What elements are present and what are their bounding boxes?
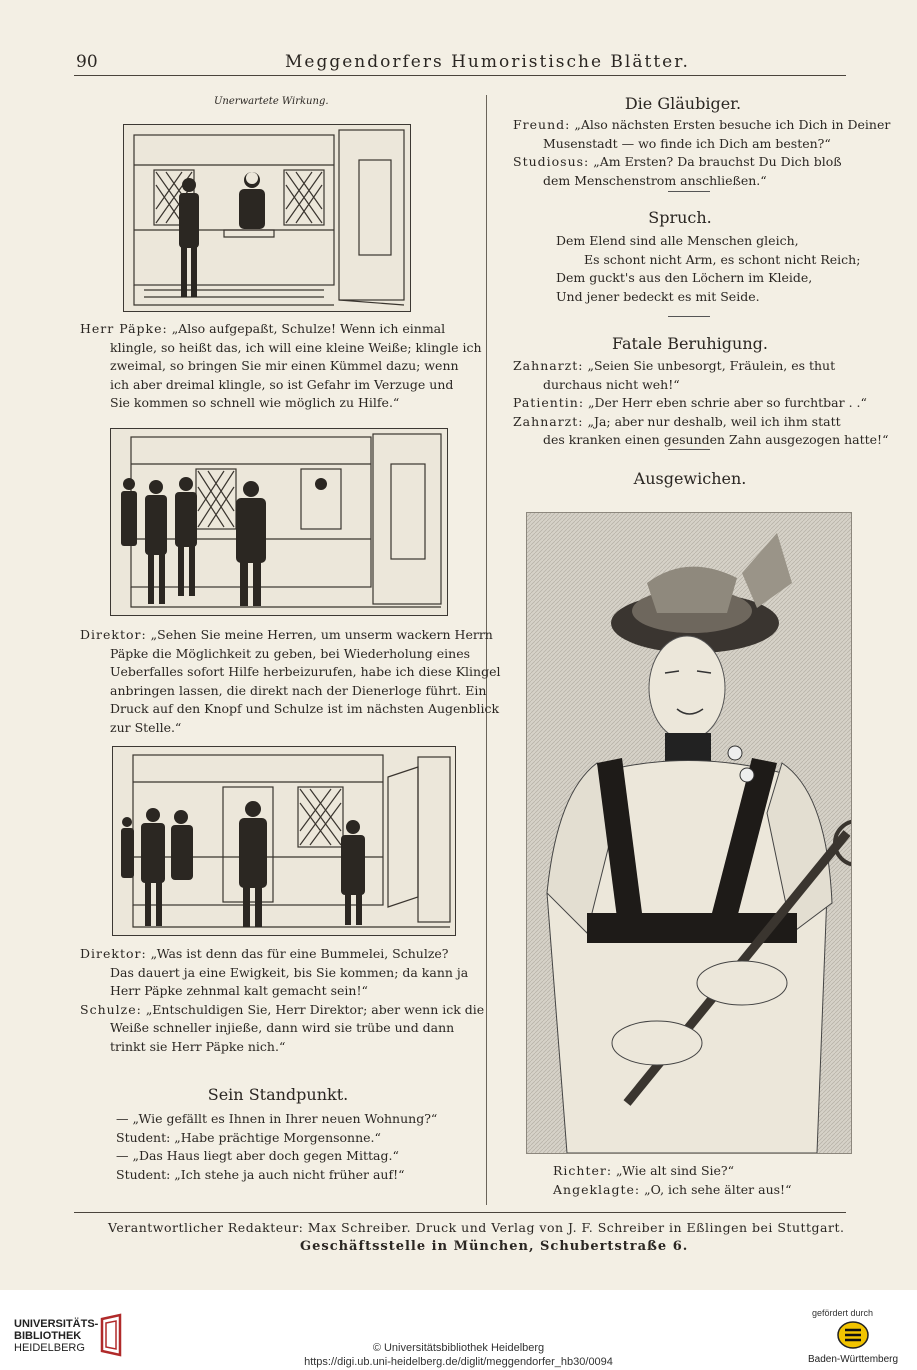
speaker-label: Direktor: xyxy=(80,946,147,961)
dialogue-paragraph-2 xyxy=(80,626,501,737)
text-line: „Der Herr eben schrie aber so furchtbar . .“ xyxy=(584,395,867,410)
section-title-glaeubiger: Die Gläubiger. xyxy=(624,94,742,113)
running-title: Meggendorfers Humoristische Blätter. xyxy=(285,52,690,72)
cartoon-illustration-2 xyxy=(110,428,448,616)
sponsor-label: gefördert durch xyxy=(812,1308,874,1318)
text-line: Druck auf den Knopf und Schulze ist im nächsten Augenblick xyxy=(110,701,500,716)
speaker-label: Studiosus: xyxy=(513,154,590,169)
text-line: Päpke die Möglichkeit zu geben, bei Wiederholung eines xyxy=(110,645,471,661)
standpunkt-dialogue xyxy=(116,1110,476,1184)
text-line: Weiße schneller injieße, dann wird sie trübe und dann xyxy=(110,1020,455,1035)
spruch-poem xyxy=(556,232,861,306)
dialogue-paragraph-3 xyxy=(80,945,485,1056)
text-line: „O, ich sehe älter aus!“ xyxy=(640,1181,792,1197)
text-line: „Also nächsten Ersten besuche ich Dich in Deiner xyxy=(570,117,891,132)
permalink-url[interactable]: https://digi.ub.uni-heidelberg.de/diglit/meggendorfer_hb30/0094 xyxy=(304,1356,613,1368)
text-line: ich aber dreimal klingle, so ist Gefahr im Verzuge und xyxy=(110,376,454,392)
woman-with-umbrella-icon xyxy=(527,513,851,1153)
cartoon-illustration-1 xyxy=(123,124,411,312)
speaker-label: Schulze: xyxy=(80,1001,142,1017)
office-scene-2-icon xyxy=(111,429,447,615)
text-line: „Ja; aber nur deshalb, weil ich ihm statt xyxy=(583,413,841,429)
text-line: zweimal, so bringen Sie mir einen Kümmel dazu; wenn xyxy=(110,358,459,373)
text-line: Das dauert ja eine Ewigkeit, bis Sie kommen; da kann ja xyxy=(110,964,469,980)
poem-line: Dem Elend sind alle Menschen gleich, xyxy=(556,233,799,248)
speaker-label: Direktor: xyxy=(80,627,147,642)
page-number: 90 xyxy=(76,52,98,72)
office-scene-3-icon xyxy=(113,747,455,935)
text-line: „Entschuldigen Sie, Herr Direktor; aber wenn ick die xyxy=(141,1001,485,1017)
section-rule xyxy=(668,191,710,192)
text-line: „Was ist denn das für eine Bummelei, Schulze? xyxy=(146,946,449,961)
text-line: Sie kommen so schnell wie möglich zu Hilfe.“ xyxy=(110,395,400,410)
section-rule xyxy=(668,316,710,317)
text-line: klingle, so heißt das, ich will eine kleine Weiße; klingle ich xyxy=(110,339,482,355)
text-line: des kranken einen gesunden Zahn ausgezogen hatte!“ xyxy=(543,432,889,447)
cartoon-illustration-3 xyxy=(112,746,456,936)
poem-line: Dem guckt's aus den Löchern im Kleide, xyxy=(556,270,813,285)
section-rule xyxy=(668,449,710,450)
sponsor-name[interactable]: Baden-Württemberg xyxy=(808,1354,899,1365)
poem-line: Es schont nicht Arm, es schont nicht Reich; xyxy=(584,251,861,267)
baden-wuerttemberg-crest-icon xyxy=(836,1320,870,1350)
text-line: zur Stelle.“ xyxy=(110,719,182,735)
text-line: — „Wie gefällt es Ihnen in Ihrer neuen Wohnung?“ xyxy=(116,1111,438,1126)
woman-portrait-illustration xyxy=(526,512,852,1154)
office-scene-1-icon xyxy=(124,125,410,311)
poem-line: Und jener bedeckt es mit Seide. xyxy=(556,288,760,304)
section-title-standpunkt: Sein Standpunkt. xyxy=(207,1085,349,1104)
fatale-dialogue xyxy=(513,357,889,450)
speaker-label: Patientin: xyxy=(513,395,585,410)
text-line: trinkt sie Herr Päpke nich.“ xyxy=(110,1038,286,1054)
section-title-ausgewichen: Ausgewichen. xyxy=(633,469,747,488)
text-line: „Am Ersten? Da brauchst Du Dich bloß xyxy=(589,154,842,169)
ub-heidelberg-logo[interactable]: UNIVERSITÄTS- BIBLIOTHEK HEIDELBERG xyxy=(14,1318,99,1354)
text-line: Herr Päpke zehnmal kalt gemacht sein!“ xyxy=(110,983,368,998)
office-address: Geschäftsstelle in München, Schubertstraße 6. xyxy=(300,1239,689,1254)
text-line: „Seien Sie unbesorgt, Fräulein, es thut xyxy=(583,358,836,373)
footer-rule xyxy=(74,1212,846,1213)
header-rule xyxy=(74,75,846,76)
text-line: — „Das Haus liegt aber doch gegen Mittag.“ xyxy=(116,1148,399,1163)
publisher-line: Verantwortlicher Redakteur: Max Schreiber. Druck und Verlag von J. F. Schreiber in Eßlingen bei Stuttgart. xyxy=(108,1220,845,1235)
glaeubiger-dialogue xyxy=(513,116,891,190)
speaker-label: Zahnarzt: xyxy=(513,358,584,373)
cartoon-caption: Unerwartete Wirkung. xyxy=(214,96,329,107)
text-line: „Wie alt sind Sie?“ xyxy=(612,1163,735,1178)
text-line: Student: „Habe prächtige Morgensonne.“ xyxy=(116,1129,381,1145)
speaker-label: Angeklagte: xyxy=(553,1181,641,1197)
text-line: Ueberfalles sofort Hilfe herbeizurufen, habe ich diese Klingel xyxy=(110,664,501,679)
column-divider xyxy=(486,95,487,1205)
text-line: Musenstadt — wo finde ich Dich am besten?“ xyxy=(543,135,831,151)
dialogue-paragraph-1 xyxy=(80,320,482,413)
text-line: dem Menschenstrom anschließen.“ xyxy=(543,172,767,188)
text-line: „Sehen Sie meine Herren, um unserm wackern Herrn xyxy=(146,627,493,642)
speaker-label: Freund: xyxy=(513,117,571,132)
section-title-fatale: Fatale Beruhigung. xyxy=(612,334,768,353)
text-line: Student: „Ich stehe ja auch nicht früher auf!“ xyxy=(116,1166,405,1182)
section-title-spruch: Spruch. xyxy=(648,208,712,227)
speaker-label: Richter: xyxy=(553,1163,613,1178)
speaker-label: Herr Päpke: xyxy=(80,321,168,336)
speaker-label: Zahnarzt: xyxy=(513,413,584,429)
ausgewichen-dialogue xyxy=(553,1162,853,1199)
text-line: durchaus nicht weh!“ xyxy=(543,376,680,392)
copyright-notice: © Universitätsbibliothek Heidelberg xyxy=(372,1342,545,1354)
text-line: anbringen lassen, die direkt nach der Dienerloge führt. Ein xyxy=(110,682,487,698)
text-line: „Also aufgepaßt, Schulze! Wenn ich einmal xyxy=(167,321,446,336)
